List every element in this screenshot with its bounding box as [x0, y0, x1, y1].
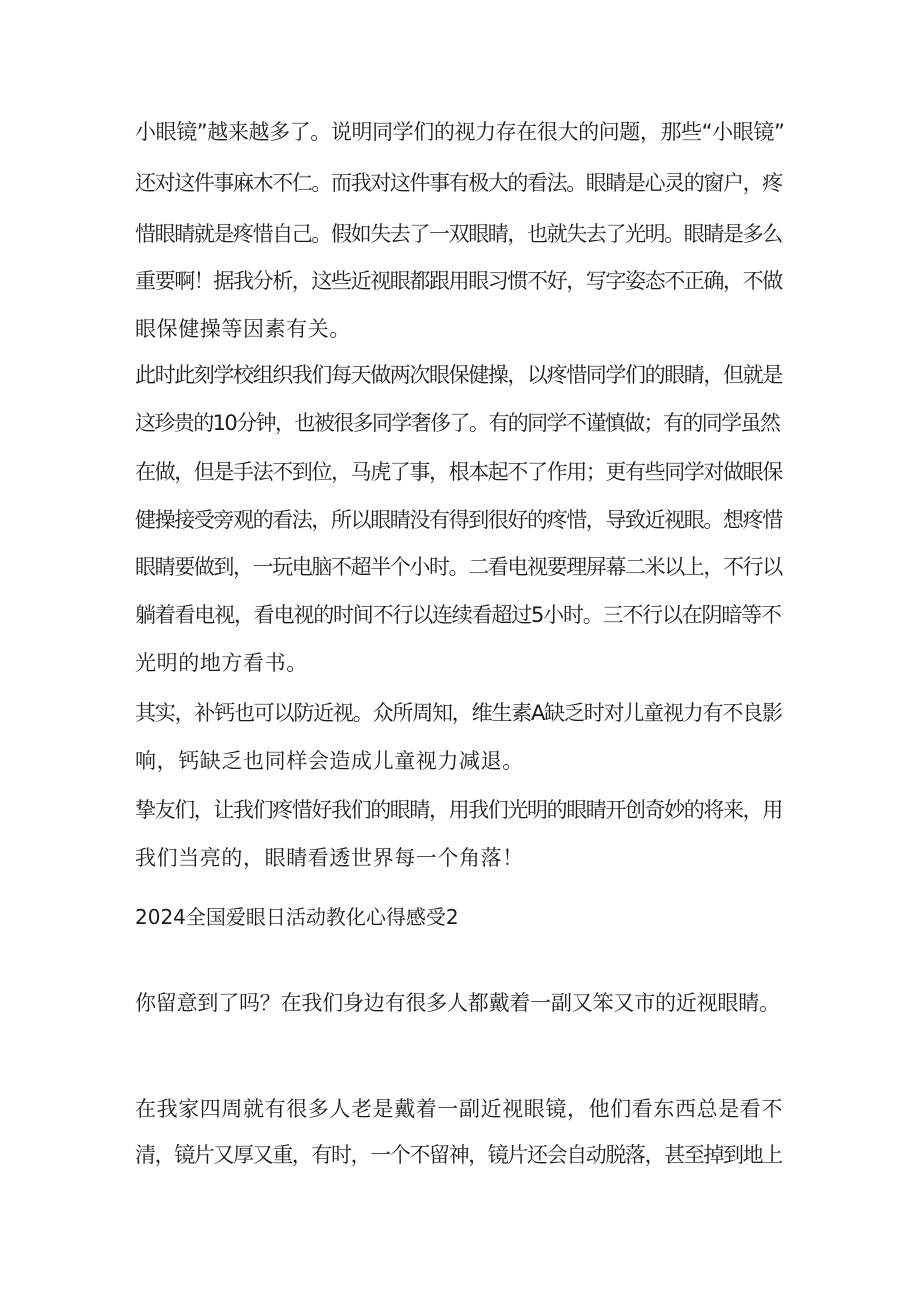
text-line: 小眼镜”越来越多了。说明同学们的视力存在很大的问题，那些“小眼镜” [135, 120, 785, 144]
text-line: 重要啊！据我分析，这些近视眼都跟用眼习惯不好，写字姿态不正确，不做 [135, 269, 782, 293]
text-line: 你留意到了吗？在我们身边有很多人都戴着一副又笨又市的近视眼睛。 [135, 991, 780, 1015]
text-line: 躺着看电视，看电视的时间不行以连续看超过5小时。三不行以在阴暗等不 [135, 603, 781, 627]
text-line: 响，钙缺乏也同样会造成儿童视力减退。 [135, 749, 524, 773]
text-line: 还对这件事麻木不仁。而我对这件事有极大的看法。眼睛是心灵的窗户，疼 [135, 171, 782, 195]
text-line: 其实，补钙也可以防近视。众所周知，维生素A缺乏时对儿童视力有不良影 [135, 701, 782, 725]
text-line: 在做，但是手法不到位，马虎了事，根本起不了作用；更有些同学对做眼保 [135, 460, 782, 484]
text-line: 光明的地方看书。 [135, 651, 308, 675]
text-line: 眼保健操等因素有关。 [135, 317, 351, 341]
text-line: 清，镜片又厚又重，有时，一个不留神，镜片还会自动脱落，甚至掉到地上 [135, 1143, 782, 1167]
text-line: 在我家四周就有很多人老是戴着一副近视眼镜，他们看东西总是看不 [135, 1097, 783, 1121]
text-line: 挚友们，让我们疼惜好我们的眼睛，用我们光明的眼睛开创奇妙的将来，用 [135, 798, 782, 822]
text-line: 惜眼睛就是疼惜自己。假如失去了一双眼睛，也就失去了光明。眼睛是多么 [135, 222, 782, 246]
text-line: 眼睛要做到，一玩电脑不超半个小时。二看电视要理屏幕二米以上，不行以 [135, 555, 782, 579]
text-line: 此时此刻学校组织我们每天做两次眼保健操，以疼惜同学们的眼睛，但就是 [135, 363, 782, 387]
section-heading: 2024全国爱眼日活动教化心得感受2 [135, 905, 459, 929]
text-line: 我们当亮的，眼睛看透世界每一个角落！ [135, 846, 524, 870]
text-line: 健操接受旁观的看法，所以眼睛没有得到很好的疼惜，导致近视眼。想疼惜 [135, 508, 782, 532]
text-line: 这珍贵的10分钟，也被很多同学奢侈了。有的同学不谨慎做；有的同学虽然 [135, 411, 780, 435]
